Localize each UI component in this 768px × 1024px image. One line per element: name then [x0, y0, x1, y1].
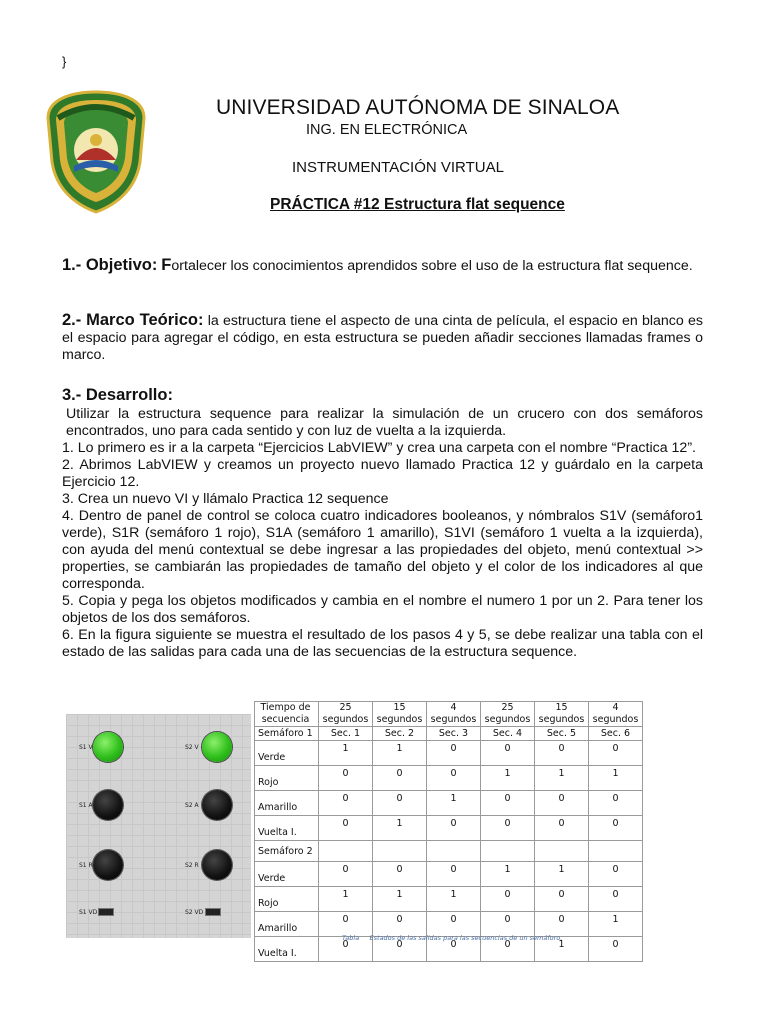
objective-heading: 1.- Objetivo: — [62, 256, 158, 274]
s1-turn-indicator — [98, 908, 114, 916]
table-row-label: Vuelta I. — [255, 937, 319, 962]
objective-section — [62, 257, 703, 275]
table-cell: 1 — [373, 816, 427, 841]
table-cell: 0 — [319, 766, 373, 791]
table-cell: 0 — [427, 937, 481, 962]
course-name: INSTRUMENTACIÓN VIRTUAL — [292, 159, 504, 176]
development-paragraph: 2. Abrimos LabVIEW y creamos un proyecto nuevo llamado Practica 12 y guárdalo en la carpeta Ejercicio 12. — [62, 457, 703, 490]
table-cell: 0 — [589, 862, 643, 887]
theory-heading: 2.- Marco Teórico: — [62, 311, 204, 329]
panel-label-s2v: S2 V — [185, 744, 199, 751]
table-row — [255, 887, 643, 912]
development-paragraph: 1. Lo primero es ir a la carpeta “Ejercicios LabVIEW” y crea una carpeta con el nombre “Practica 12”. — [62, 440, 696, 456]
table-cell: 1 — [481, 862, 535, 887]
table-cell: 1 — [373, 741, 427, 766]
table-cell: 0 — [481, 816, 535, 841]
s2-turn-indicator — [205, 908, 221, 916]
table-cell: 0 — [535, 741, 589, 766]
table-cell — [319, 841, 373, 862]
table-subheader-cell: Sec. 5 — [535, 727, 589, 741]
table-cell: 0 — [589, 937, 643, 962]
table-header-cell: 4 segundos — [589, 702, 643, 727]
table-caption-prefix: Tabla — [342, 934, 360, 942]
career-name: ING. EN ELECTRÓNICA — [306, 122, 468, 138]
table-cell: 1 — [589, 766, 643, 791]
table-cell: 1 — [427, 887, 481, 912]
table-row-label: Vuelta I. — [255, 816, 319, 841]
table-cell: 0 — [481, 937, 535, 962]
s1-green-led — [93, 732, 123, 762]
theory-section — [62, 312, 703, 364]
table-cell — [427, 841, 481, 862]
table-cell: 0 — [589, 741, 643, 766]
table-cell — [373, 841, 427, 862]
table-cell: 0 — [373, 912, 427, 937]
semaforo2-label: Semáforo 2 — [255, 841, 319, 862]
s2-amber-led — [202, 790, 232, 820]
s1-amber-led — [93, 790, 123, 820]
table-row-label: Amarillo — [255, 791, 319, 816]
table-row — [255, 816, 643, 841]
objective-text: ortalecer los conocimientos aprendidos sobre el uso de la estructura flat sequence. — [171, 258, 693, 274]
table-cell: 0 — [589, 816, 643, 841]
table-cell: 0 — [535, 791, 589, 816]
table-cell: 0 — [373, 791, 427, 816]
table-cell: 0 — [427, 816, 481, 841]
panel-label-s1r: S1 R — [79, 862, 93, 869]
university-seal-logo — [44, 88, 148, 214]
table-cell: 1 — [319, 887, 373, 912]
table-subheader-cell: Sec. 6 — [589, 727, 643, 741]
table-cell — [535, 841, 589, 862]
table-subheader-cell: Sec. 2 — [373, 727, 427, 741]
table-header-cell: 25 segundos — [319, 702, 373, 727]
semaforo2-rows — [255, 862, 643, 962]
development-section — [62, 406, 703, 661]
table-cell: 0 — [427, 766, 481, 791]
semaforo1-rows — [255, 741, 643, 841]
table-header-cell: 15 segundos — [535, 702, 589, 727]
table-cell: 0 — [589, 791, 643, 816]
development-paragraph: 3. Crea un nuevo VI y llámalo Practica 12 sequence — [62, 491, 389, 507]
table-cell: 0 — [373, 766, 427, 791]
table-cell: 0 — [481, 741, 535, 766]
stray-brace: } — [62, 54, 67, 69]
table-cell: 0 — [427, 741, 481, 766]
table-header-cell: 4 segundos — [427, 702, 481, 727]
table-row — [255, 741, 643, 766]
table-header-cell: 15 segundos — [373, 702, 427, 727]
development-paragraph: 4. Dentro de panel de control se coloca cuatro indicadores booleanos, y nómbralos S1V (semáforo1 verde), S1R (semáforo 1 rojo), S1A (semáforo 1 amarillo), S1VI (semáforo 1 vuelta a la izquierda), con ayuda del menú contextual se debe ingresar a las propiedades del objeto, menú contextual >> properties, se cambiarán las propiedades de tamaño del objeto y el color de los indicadores al que corresponda. — [62, 508, 703, 592]
table-caption-text: Estados de las salidas para las secuencias de un semáforo. — [369, 934, 563, 942]
table-cell: 0 — [535, 816, 589, 841]
theory-text: la estructura tiene el aspecto de una cinta de película, el espacio en blanco es el espacio para agregar el código, en esta estructura se pueden añadir secciones llamadas frames o marco. — [62, 313, 703, 363]
table-row — [255, 791, 643, 816]
table-cell: 0 — [319, 862, 373, 887]
table-row — [255, 912, 643, 937]
table-subheader-cell: Sec. 4 — [481, 727, 535, 741]
table-row-label: Verde — [255, 741, 319, 766]
table-header-cell: Tiempo de secuencia — [255, 702, 319, 727]
table-cell: 0 — [481, 887, 535, 912]
panel-label-s1v: S1 V — [79, 744, 93, 751]
s2-red-led — [202, 850, 232, 880]
table-row-label: Verde — [255, 862, 319, 887]
table-header-cell: 25 segundos — [481, 702, 535, 727]
table-cell: 0 — [319, 791, 373, 816]
table-cell: 0 — [427, 862, 481, 887]
development-heading: 3.- Desarrollo: — [62, 386, 173, 404]
table-section-row — [255, 841, 643, 862]
university-name: UNIVERSIDAD AUTÓNOMA DE SINALOA — [216, 96, 620, 119]
table-cell: 0 — [589, 887, 643, 912]
table-subheader-cell: Sec. 3 — [427, 727, 481, 741]
table-subheader-row — [255, 727, 643, 741]
s2-green-led — [202, 732, 232, 762]
table-cell: 0 — [535, 912, 589, 937]
table-cell — [481, 841, 535, 862]
panel-label-s2vd: S2 VD — [185, 909, 204, 916]
panel-label-s1vd: S1 VD — [79, 909, 98, 916]
table-cell — [589, 841, 643, 862]
panel-label-s2a: S2 A — [185, 802, 199, 809]
table-cell: 0 — [535, 887, 589, 912]
table-cell: 0 — [319, 937, 373, 962]
table-row-label: Amarillo — [255, 912, 319, 937]
table-cell: 1 — [481, 766, 535, 791]
table-cell: 1 — [535, 766, 589, 791]
table-row-label: Rojo — [255, 766, 319, 791]
table-cell: 0 — [373, 937, 427, 962]
table-cell: 1 — [373, 887, 427, 912]
development-paragraph: 6. En la figura siguiente se muestra el resultado de los pasos 4 y 5, se debe realizar una tabla con el estado de las salidas para cada una de las secuencias de la estructura sequence. — [62, 627, 703, 660]
table-subheader-cell: Sec. 1 — [319, 727, 373, 741]
table-cell: 0 — [427, 912, 481, 937]
table-row — [255, 862, 643, 887]
development-paragraph: Utilizar la estructura sequence para realizar la simulación de un crucero con dos semáforos encontrados, uno para cada sentido y con luz de vuelta a la izquierda. — [66, 406, 703, 439]
table-cell: 1 — [319, 741, 373, 766]
table-cell: 0 — [319, 816, 373, 841]
objective-first-letter: F — [161, 256, 172, 274]
development-paragraph: 5. Copia y pega los objetos modificados y cambia en el nombre el numero 1 por un 2. Para tener los objetos de los dos semáforos. — [62, 593, 703, 626]
panel-label-s1a: S1 A — [79, 802, 93, 809]
table-row-label: Rojo — [255, 887, 319, 912]
table-cell: 0 — [481, 912, 535, 937]
table-row — [255, 766, 643, 791]
table-cell: 0 — [373, 862, 427, 887]
table-cell: 1 — [535, 937, 589, 962]
table-caption — [342, 934, 562, 942]
table-header-row — [255, 702, 643, 727]
panel-label-s2r: S2 R — [185, 862, 199, 869]
table-cell: 1 — [589, 912, 643, 937]
table-cell: 0 — [481, 791, 535, 816]
sequence-state-table — [254, 701, 643, 962]
practice-title: PRÁCTICA #12 Estructura flat sequence — [270, 196, 565, 213]
table-subheader-cell: Semáforo 1 — [255, 727, 319, 741]
s1-red-led — [93, 850, 123, 880]
table-cell: 1 — [427, 791, 481, 816]
table-cell: 1 — [535, 862, 589, 887]
front-panel-figure — [66, 714, 251, 938]
table-cell: 0 — [319, 912, 373, 937]
